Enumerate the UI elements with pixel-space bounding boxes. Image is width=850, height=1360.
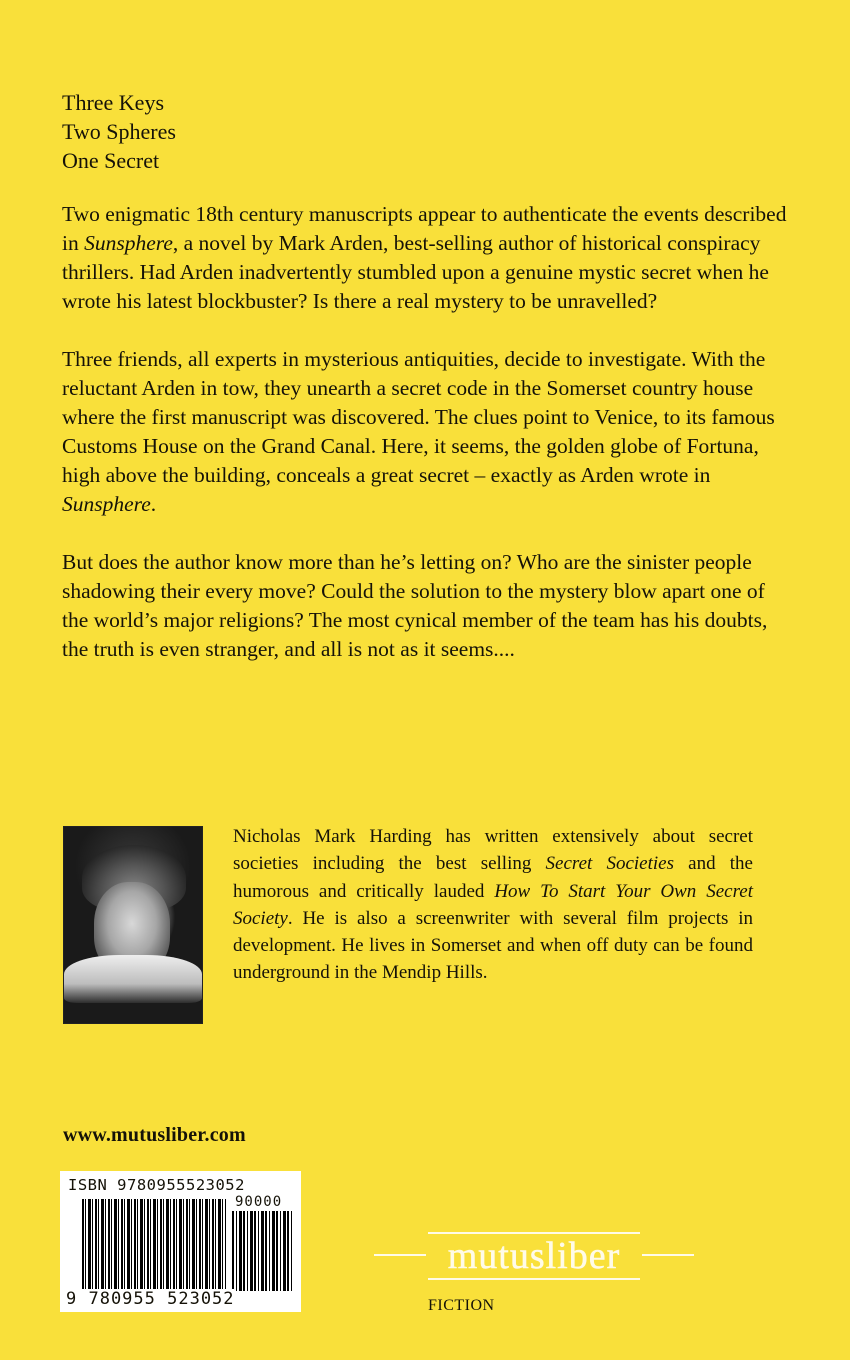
barcode-number: 9 780955 523052 — [66, 1289, 235, 1309]
genre-label: FICTION — [428, 1297, 495, 1314]
website-url: www.mutusliber.com — [63, 1124, 246, 1146]
barcode-addon-bars — [232, 1211, 292, 1291]
blurb — [62, 200, 792, 693]
blurb-paragraph-3: But does the author know more than he’s letting on? Who are the sinister people shadowing their every move? Could the solution to the mystery blow apart one of the world’s major religions? The most cynical member of the team has his doubts, the truth is even stranger, and all is not as it seems.... — [62, 550, 768, 661]
tagline-spheres: Two Spheres — [62, 119, 176, 144]
tagline-keys: Three Keys — [62, 90, 165, 115]
author-bio: Nicholas Mark Harding has written extensively about secret societies including the best selling Secret Societies and the humorous and critically lauded How To Start Your Own Secret Society. He is also a screenwriter with several film projects in development. He lives in Somerset and when off duty can be found underground in the Mendip Hills. — [233, 826, 753, 984]
book-title: Sunsphere — [62, 492, 151, 516]
publisher-wordmark: mutusliber — [428, 1232, 640, 1280]
blurb-paragraph-1: Two enigmatic 18th century manuscripts appear to authenticate the events described in Sunsphere, a novel by Mark Arden, best-selling author of historical conspiracy thrillers. Had Arden inadvertently stumbled upon a genuine mystic secret when he wrote his latest blockbuster? Is there a real mystery to be unravelled? — [62, 202, 787, 313]
author-photo — [63, 826, 203, 1024]
blurb-paragraph-2: Three friends, all experts in mysterious antiquities, decide to investigate. With the reluctant Arden in tow, they unearth a secret code in the Somerset country house where the first manuscript was discovered. The clues point to Venice, to its famous Customs House on the Grand Canal. Here, it seems, the golden globe of Fortuna, high above the building, conceals a great secret – exactly as Arden wrote in Sunsphere. — [62, 347, 775, 516]
book-title: Sunsphere — [84, 231, 173, 255]
book-title-secret-societies: Secret Societies — [545, 853, 674, 875]
taglines — [62, 88, 176, 175]
barcode-addon: 90000 — [235, 1194, 283, 1210]
isbn-label: ISBN 9780955523052 — [68, 1176, 245, 1194]
tagline-secret: One Secret — [62, 148, 160, 173]
publisher-logo — [374, 1226, 694, 1286]
barcode-bars — [82, 1199, 226, 1291]
isbn-barcode — [60, 1171, 301, 1312]
book-title-how-to-start: How To Start Your Own Secret Society — [233, 880, 753, 929]
